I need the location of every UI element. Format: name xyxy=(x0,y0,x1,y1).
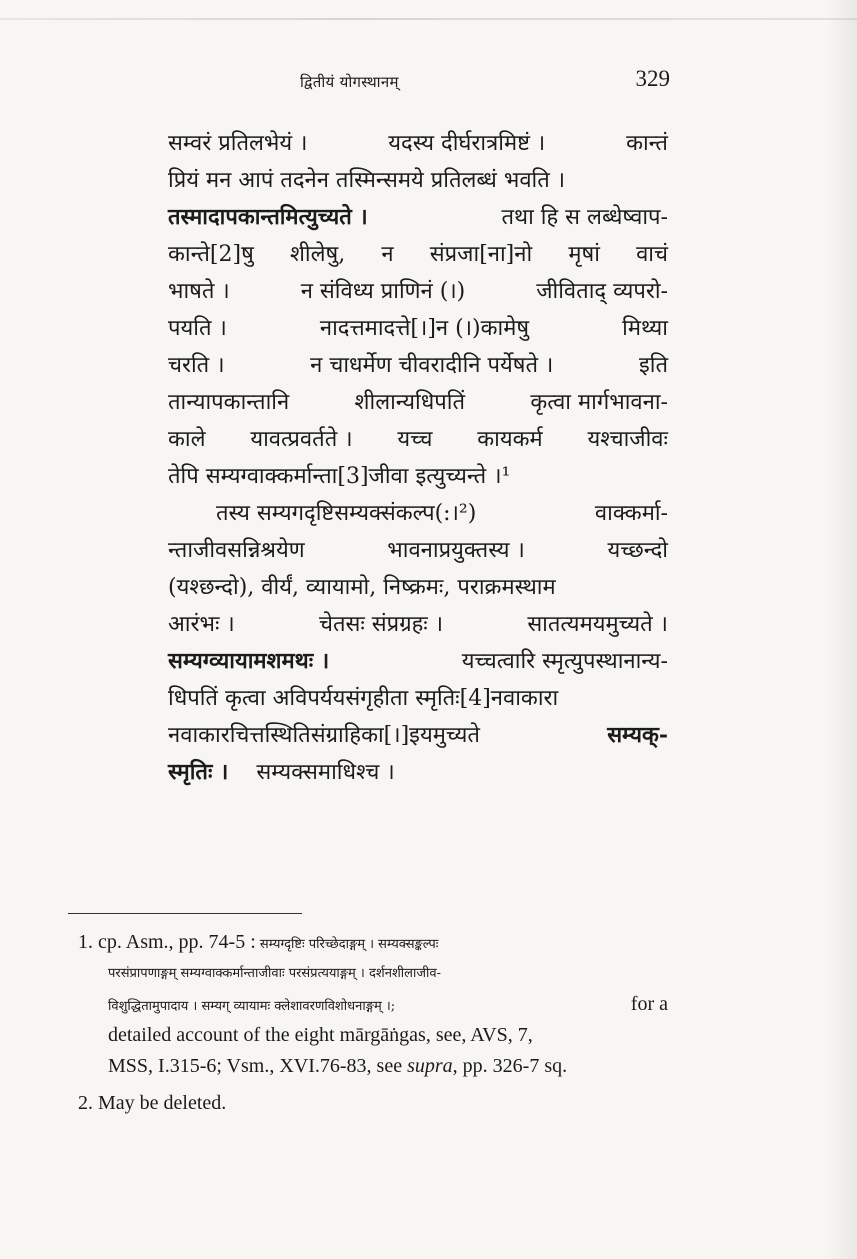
footnote-rule xyxy=(68,913,302,914)
footnote-1-line-3: विशुद्धितामुपादाय । सम्यग् व्यायामः क्लेशावरणविशोधनाङ्गम् ।; for a xyxy=(108,993,668,1015)
text-line xyxy=(168,717,668,754)
text-segment: वाचं xyxy=(636,242,668,267)
text-segment: चरति । xyxy=(168,353,225,378)
text-segment: कायकर्म xyxy=(477,427,543,452)
text-segment: न xyxy=(381,242,394,267)
text-segment: इति xyxy=(638,353,668,378)
text-line xyxy=(168,421,668,458)
text-line xyxy=(168,310,668,347)
text-segment: तेपि सम्यग्वाक्कर्मान्ता[3]जीवा इत्युच्यन्ते ।¹ xyxy=(168,464,511,489)
text-segment: कान्तं xyxy=(626,131,668,156)
text-segment: यच्चत्वारि स्मृत्युपस्थानान्य- xyxy=(461,649,668,674)
text-segment: भाषते । xyxy=(168,279,230,304)
text-line xyxy=(168,273,668,310)
text-segment: न चाधर्मेण चीवरादीनि पर्येषते । xyxy=(310,353,554,378)
text-segment: यावत्प्रवर्तते । xyxy=(250,427,353,452)
text-segment: मिथ्या xyxy=(622,316,668,341)
footnotes xyxy=(78,927,678,1119)
text-line xyxy=(168,532,668,569)
text-segment: न्ताजीवसन्निश्रयेण xyxy=(168,538,305,563)
text-segment: यदस्य दीर्घरात्रमिष्टं । xyxy=(388,131,546,156)
running-head xyxy=(290,66,670,100)
text-segment: संप्रजा[ना]नो xyxy=(429,242,533,267)
text-line xyxy=(168,680,668,717)
text-segment: सम्यक्समाधिश्च । xyxy=(256,760,395,785)
page-shadow xyxy=(827,0,857,1259)
footnote-1-line-2: परसंप्रापणाङ्गम् सम्यग्वाक्कर्मान्ताजीवाः परसंप्रत्ययाङ्गम् । दर्शनशीलाजीव- xyxy=(108,966,441,981)
text-segment: जीविताद् व्यपरो- xyxy=(536,279,668,304)
text-segment: पयति । xyxy=(168,316,227,341)
text-segment: स्मृतिः । xyxy=(168,759,229,785)
text-segment: वाक्कर्मा- xyxy=(594,501,668,526)
text-segment: सम्यक्- xyxy=(607,722,668,748)
text-line xyxy=(168,347,668,384)
text-segment: तस्मादापकान्तमित्युच्यते । xyxy=(168,204,368,230)
text-segment: मृषां xyxy=(568,242,600,267)
text-segment: नवाकारचित्तस्थितिसंग्राहिका[।]इयमुच्यते xyxy=(168,723,480,748)
text-segment: सम्वरं प्रतिलभेयं । xyxy=(168,131,308,156)
text-segment: धिपतिं कृत्वा अविपर्ययसंगृहीता स्मृतिः[4]नवाकारा xyxy=(168,686,559,711)
text-line xyxy=(168,384,668,421)
footnote-2: 2. May be deleted. xyxy=(78,1092,227,1114)
text-segment: तस्य सम्यगदृष्टिसम्यक्संकल्प(:।²) xyxy=(216,501,477,526)
text-segment: न संविध्य प्राणिनं (।) xyxy=(300,279,466,304)
text-line xyxy=(168,458,668,495)
text-line xyxy=(168,495,668,532)
text-line xyxy=(168,162,668,199)
scan-edge xyxy=(0,18,857,20)
text-segment: काले xyxy=(168,427,206,452)
body-text xyxy=(168,125,668,791)
text-line xyxy=(168,236,668,273)
text-segment: सातत्यमयमुच्यते । xyxy=(527,612,668,637)
text-segment: यश्चाजीवः xyxy=(587,427,668,452)
text-line xyxy=(168,606,668,643)
text-segment: यच्च xyxy=(397,427,433,452)
text-segment: प्रियं मन आपं तदनेन तस्मिन्समये प्रतिलब्धं भवति । xyxy=(168,168,566,193)
text-segment: आरंभः । xyxy=(168,612,235,637)
text-segment: चेतसः संप्रग्रहः । xyxy=(318,612,444,637)
text-segment: शीलेषु, xyxy=(289,242,346,267)
running-title: द्वितीयं योगस्थानम् xyxy=(300,73,399,91)
text-segment: तान्यापकान्तानि xyxy=(168,390,290,415)
text-line xyxy=(168,643,668,680)
text-line xyxy=(168,754,668,791)
page-number: 329 xyxy=(635,66,670,91)
text-segment: (यश्छन्दो), वीर्यं, व्यायामो, निष्क्रमः, पराक्रमस्थाम xyxy=(168,575,556,600)
text-segment: भावनाप्रयुक्तस्य । xyxy=(387,538,525,563)
text-line xyxy=(168,199,668,236)
text-line xyxy=(168,569,668,606)
text-segment: कान्ते[2]षु xyxy=(168,242,254,267)
footnote-1-line-4: detailed account of the eight mārgāṅgas, see, AVS, 7, xyxy=(108,1024,533,1046)
text-segment: यच्छन्दो xyxy=(607,538,668,563)
footnote-1-line-5: MSS, I.315-6; Vsm., XVI.76-83, see supra, pp. 326-7 sq. xyxy=(108,1055,568,1077)
text-segment: नादत्तमादत्ते[।]न (।)कामेषु xyxy=(319,316,530,341)
text-segment: कृत्वा मार्गभावना- xyxy=(530,390,668,415)
text-segment: तथा हि स लब्धेष्वाप- xyxy=(501,205,668,230)
text-segment: सम्यग्व्यायामशमथः । xyxy=(168,648,330,674)
footnote-1-line-1: 1. cp. Asm., pp. 74-5 : सम्यग्दृष्टिः परिच्छेदाङ्गम् । सम्यक्सङ्कल्पः xyxy=(78,931,439,953)
text-line xyxy=(168,125,668,162)
text-segment: शीलान्यधिपतिं xyxy=(354,390,466,415)
